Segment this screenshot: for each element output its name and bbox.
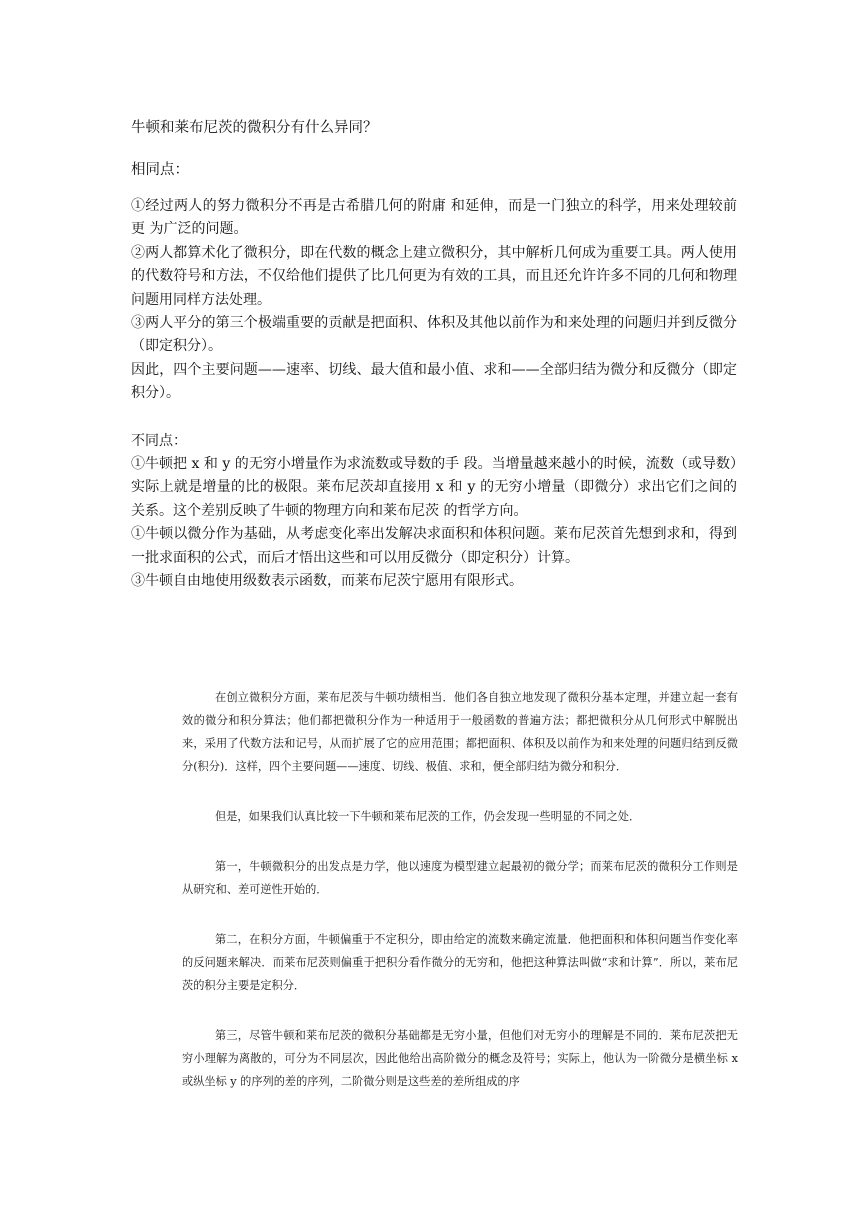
diff-points-heading: 不同点： [131,432,187,449]
essay-paragraph: 第三，尽管牛顿和莱布尼茨的微积分基础都是无穷小量，但他们对无穷小的理解是不同的．莱布尼茨把无穷小理解为离散的，可分为不同层次，因此他给出高阶微分的概念及符号；实际上，他认为一阶微分是横坐标 x 或纵坐标 y 的序列的差的序列，二阶微分则是这些差的差所组成的序 [182,1029,738,1088]
essay-paragraph: 第一，牛顿微积分的出发点是力学，他以速度为模型建立起最初的微分学；而莱布尼茨的微积分工作则是从研究和、差可逆性开始的． [182,860,738,896]
same-conclusion: 因此，四个主要问题——速率、切线、最大值和最小值、求和——全部归结为微分和反微分（即定积分）。 [131,361,737,402]
same-point: ①经过两人的努力微积分不再是古希腊几何的附庸 和延伸，而是一门独立的科学，用来处理较前更 为广泛的问题。 [131,198,737,238]
same-points-list [131,195,737,406]
qa-section [131,117,737,594]
same-points-heading: 相同点： [131,162,189,178]
diff-point: ①牛顿把 x 和 y 的无穷小增量作为求流数或导数的手 段。当增量越来越小的时候，流数（或导数）实际上就是增量的比的极限。莱布尼茨却直接用 x 和 y 的无穷小增量（即微分）求出它们之间的关系。这个差别反映了牛顿的物理方向和莱布尼茨 的哲学方向。 [131,456,737,519]
same-point: ③两人平分的第三个极端重要的贡献是把面积、体积及其他以前作为和来处理的问题归并到反微分（即定积分）。 [131,315,737,355]
diff-point: ①牛顿以微分作为基础，从考虑变化率出发解决求面积和体积问题。莱布尼茨首先想到求和，得到一批求面积的公式，而后才悟出这些和可以用反微分（即定积分）计算。 [131,526,737,566]
diff-point: ③牛顿自由地使用级数表示函数，而莱布尼茨宁愿用有限形式。 [131,573,523,590]
document-title: 牛顿和莱布尼茨的微积分有什么异同？ [131,120,378,136]
essay-paragraph: 在创立微积分方面，莱布尼茨与牛顿功绩相当．他们各自独立地发现了微积分基本定理，并建立起一套有效的微分和积分算法；他们都把微积分作为一种适用于一般函数的普遍方法；都把微积分从几何形式中解脱出来，采用了代数方法和记号，从而扩展了它的应用范围；都把面积、体积及以前作为和来处理的问题归结到反微分(积分)．这样，四个主要问题——速度、切线、极值、求和，便全部归结为微分和积分． [182,691,738,773]
essay-paragraph: 第二，在积分方面，牛顿偏重于不定积分，即由给定的流数来确定流量．他把面积和体积问题当作变化率的反问题来解决．而莱布尼茨则偏重于把积分看作微分的无穷和，他把这种算法叫做“求和计算”．所以，莱布尼茨的积分主要是定积分． [182,933,738,992]
diff-points-list [131,453,737,593]
essay-paragraph: 但是，如果我们认真比较一下牛顿和莱布尼茨的工作，仍会发现一些明显的不同之处． [215,810,641,823]
same-point: ②两人都算术化了微积分，即在代数的概念上建立微积分，其中解析几何成为重要工具。两人使用的代数符号和方法，不仅给他们提供了比几何更为有效的工具，而且还允许许多不同的几何和物理问题用同样方法处理。 [131,244,737,308]
essay-section [182,686,738,1120]
